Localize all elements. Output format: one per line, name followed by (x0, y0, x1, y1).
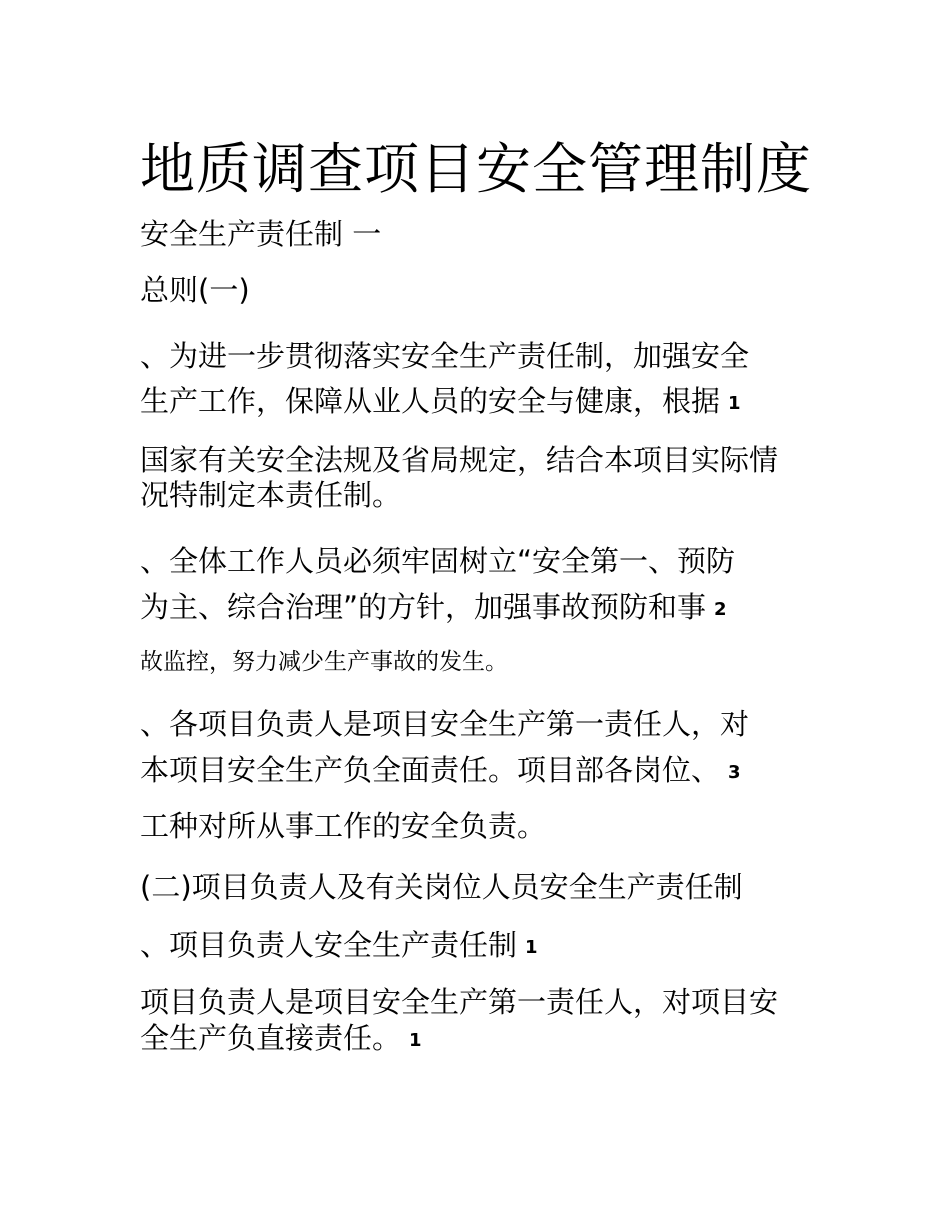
paragraph-3-line-1: 、各项目负责人是项目安全生产第一责任人，对 (140, 707, 750, 741)
paragraph-3-number: 3 (728, 762, 741, 783)
paragraph-2-number: 2 (714, 599, 727, 620)
paragraph-2-line-2 (140, 587, 727, 630)
paragraph-2-line-1: 、全体工作人员必须牢固树立“安全第一、预防 (140, 544, 736, 578)
paragraph-1-line-1: 、为进一步贯彻落实安全生产责任制，加强安全 (140, 339, 750, 373)
subsection-heading-project-lead (140, 925, 538, 968)
paragraph-1-line-2 (140, 381, 741, 424)
paragraph-2-line-3: 故监控，努力减少生产事故的发生。 (140, 649, 508, 675)
document-page (140, 0, 820, 1230)
paragraph-3-line-3: 工种对所从事工作的安全负责。 (140, 809, 547, 843)
document-subtitle: 安全生产责任制 一 (140, 217, 382, 251)
subsection-heading-text: 、项目负责人安全生产责任制 (140, 928, 518, 962)
subsection-number: 1 (525, 937, 538, 958)
paragraph-1-line-4: 况特制定本责任制。 (140, 478, 402, 512)
paragraph-3-line-2 (140, 750, 741, 793)
paragraph-1-line-2-text: 生产工作，保障从业人员的安全与健康，根据 (140, 384, 721, 418)
paragraph-2-line-2-text: 为主、综合治理”的方针，加强事故预防和事 (140, 590, 707, 624)
paragraph-4-number: 1 (409, 1030, 422, 1051)
paragraph-1-number: 1 (728, 393, 741, 414)
paragraph-1-line-3: 国家有关安全法规及省局规定，结合本项目实际情 (140, 443, 779, 477)
document-title: 地质调查项目安全管理制度 (140, 137, 813, 201)
paragraph-4-line-1: 项目负责人是项目安全生产第一责任人，对项目安 (140, 985, 779, 1019)
paragraph-4-line-2-text: 全生产负直接责任。 (140, 1021, 402, 1055)
paragraph-3-line-2-text: 本项目安全生产负全面责任。项目部各岗位、 (140, 753, 721, 787)
section-heading-responsibilities: (二)项目负责人及有关岗位人员安全生产责任制 (140, 870, 743, 904)
paragraph-4-line-2 (140, 1018, 422, 1061)
section-heading-general: 总则(一) (140, 273, 250, 307)
